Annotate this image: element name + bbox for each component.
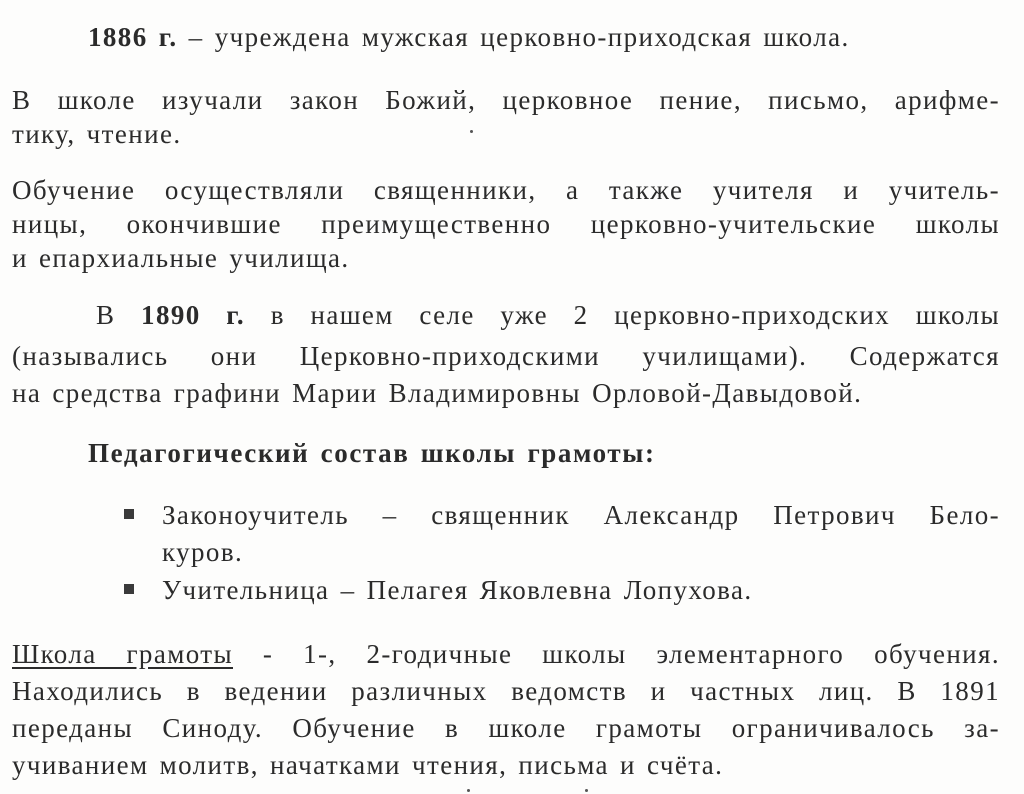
staff-item-2: Учительница – Пелагея Яковлевна Лопухова. [162,575,753,605]
schools-1890-line-3: на средства графини Марии Владимировны Орловой-Давыдовой. [12,378,863,408]
founding-year: 1886 г. [88,22,178,52]
teachers-line-1: Обучение осуществляли священники, а также учителя и учитель- [12,175,1000,205]
schools-1890-rest: в нашем селе уже 2 церковно-приходских школы [245,300,1000,330]
staff-heading: Педагогический состав школы грамоты: [88,438,656,468]
staff-item-1-line-1: Законоучитель – священник Александр Петрович Бело- [162,500,1000,530]
bullet-icon [124,584,134,594]
literacy-school-line-4: учиванием молитв, начатками чтения, письма и счёта. [12,750,724,780]
teachers-line-3: и епархиальные училища. [12,243,350,273]
literacy-school-line-3: переданы Синоду. Обучение в школе грамоты ограничивалось за- [12,713,1000,743]
teachers-line-2: ницы, окончившие преимущественно церковно-учительские школы [12,209,1000,239]
literacy-school-term: Школа грамоты [12,639,233,669]
schools-1890-line-2: (назывались они Церковно-приходскими училищами). Содержатся [12,341,1000,371]
bullet-icon [124,509,134,519]
subjects-line-2: тику, чтение. [12,119,182,149]
schools-1890-prefix: В [96,300,142,330]
founding-text: – учреждена мужская церковно-приходская школа. [177,22,850,52]
literacy-school-line-1 [12,637,1000,671]
scan-speck [470,130,473,133]
schools-1890-year: 1890 г. [141,300,246,330]
founding-line [88,20,1000,54]
subjects-line-1: В школе изучали закон Божий, церковное пение, письмо, арифме- [12,85,1000,115]
scan-speck [585,789,588,792]
literacy-school-rest: - 1-, 2-годичные школы элементарного обучения. [233,639,1001,669]
scan-speck [467,789,470,792]
schools-1890-line-1 [96,298,1000,332]
literacy-school-line-2: Находились в ведении различных ведомств и частных лиц. В 1891 [12,676,1000,706]
staff-item-1-line-2: куров. [162,537,244,567]
